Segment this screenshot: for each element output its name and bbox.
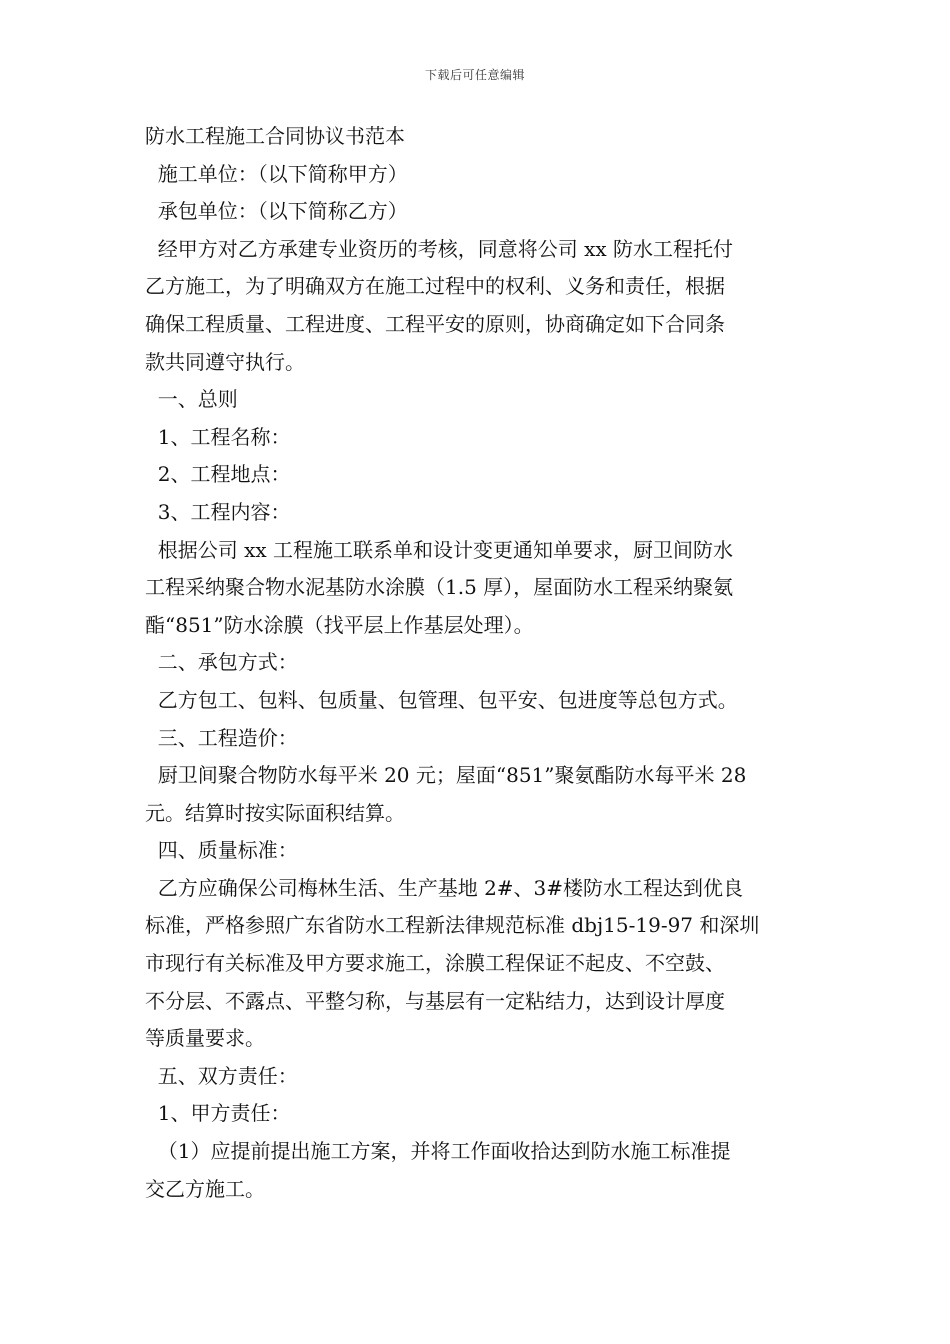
quality-paragraph-line: 等质量要求。 bbox=[145, 1026, 265, 1051]
project-content-line: 3、工程内容： bbox=[145, 499, 291, 524]
content-paragraph-line: 根据公司 xx 工程施工联系单和设计变更通知单要求，厨卫间防水 bbox=[145, 537, 733, 562]
document-body bbox=[145, 118, 815, 1208]
document-title: 防水工程施工合同协议书范本 bbox=[145, 124, 405, 148]
page-header-note: 下载后可任意编辑 bbox=[424, 68, 525, 82]
section-heading-cost: 三、工程造价： bbox=[145, 725, 298, 750]
cost-paragraph-line: 厨卫间聚合物防水每平米 20 元；屋面“851”聚氨酯防水每平米 28 bbox=[145, 763, 747, 788]
party-a-responsibility-heading: 1、甲方责任： bbox=[145, 1101, 291, 1126]
quality-paragraph-line: 乙方应确保公司梅林生活、生产基地 2#、3#楼防水工程达到优良 bbox=[145, 875, 744, 900]
quality-paragraph-line: 不分层、不露点、平整匀称，与基层有一定粘结力，达到设计厚度 bbox=[145, 988, 725, 1013]
content-paragraph-line: 工程采纳聚合物水泥基防水涂膜（1.5 厚），屋面防水工程采纳聚氨 bbox=[145, 575, 734, 600]
party-a-line: 施工单位：（以下简称甲方） bbox=[145, 161, 408, 186]
intro-paragraph-line: 经甲方对乙方承建专业资历的考核，同意将公司 xx 防水工程托付 bbox=[145, 236, 733, 261]
responsibility-item-line: 交乙方施工。 bbox=[145, 1176, 265, 1201]
section-heading-general: 一、总则 bbox=[145, 387, 238, 412]
party-b-line: 承包单位：（以下简称乙方） bbox=[145, 199, 408, 224]
section-heading-quality: 四、质量标准： bbox=[145, 838, 298, 863]
section-heading-contract-mode: 二、承包方式： bbox=[145, 650, 298, 675]
cost-paragraph-line: 元。结算时按实际面积结算。 bbox=[145, 800, 405, 825]
intro-paragraph-line: 款共同遵守执行。 bbox=[145, 349, 305, 374]
project-location-line: 2、工程地点： bbox=[145, 462, 291, 487]
project-name-line: 1、工程名称： bbox=[145, 424, 291, 449]
content-paragraph-line: 酯“851”防水涂膜（找平层上作基层处理）。 bbox=[145, 612, 534, 637]
intro-paragraph-line: 确保工程质量、工程进度、工程平安的原则，协商确定如下合同条 bbox=[145, 311, 725, 336]
contract-mode-paragraph: 乙方包工、包料、包质量、包管理、包平安、包进度等总包方式。 bbox=[145, 687, 738, 712]
quality-paragraph-line: 标准，严格参照广东省防水工程新法律规范标准 dbj15-19-97 和深圳 bbox=[145, 913, 760, 938]
quality-paragraph-line: 市现行有关标准及甲方要求施工，涂膜工程保证不起皮、不空鼓、 bbox=[145, 951, 725, 976]
section-heading-responsibilities: 五、双方责任： bbox=[145, 1063, 298, 1088]
responsibility-item-line: （1）应提前提出施工方案，并将工作面收拾达到防水施工标准提 bbox=[145, 1139, 731, 1164]
intro-paragraph-line: 乙方施工，为了明确双方在施工过程中的权利、义务和责任，根据 bbox=[145, 274, 725, 299]
